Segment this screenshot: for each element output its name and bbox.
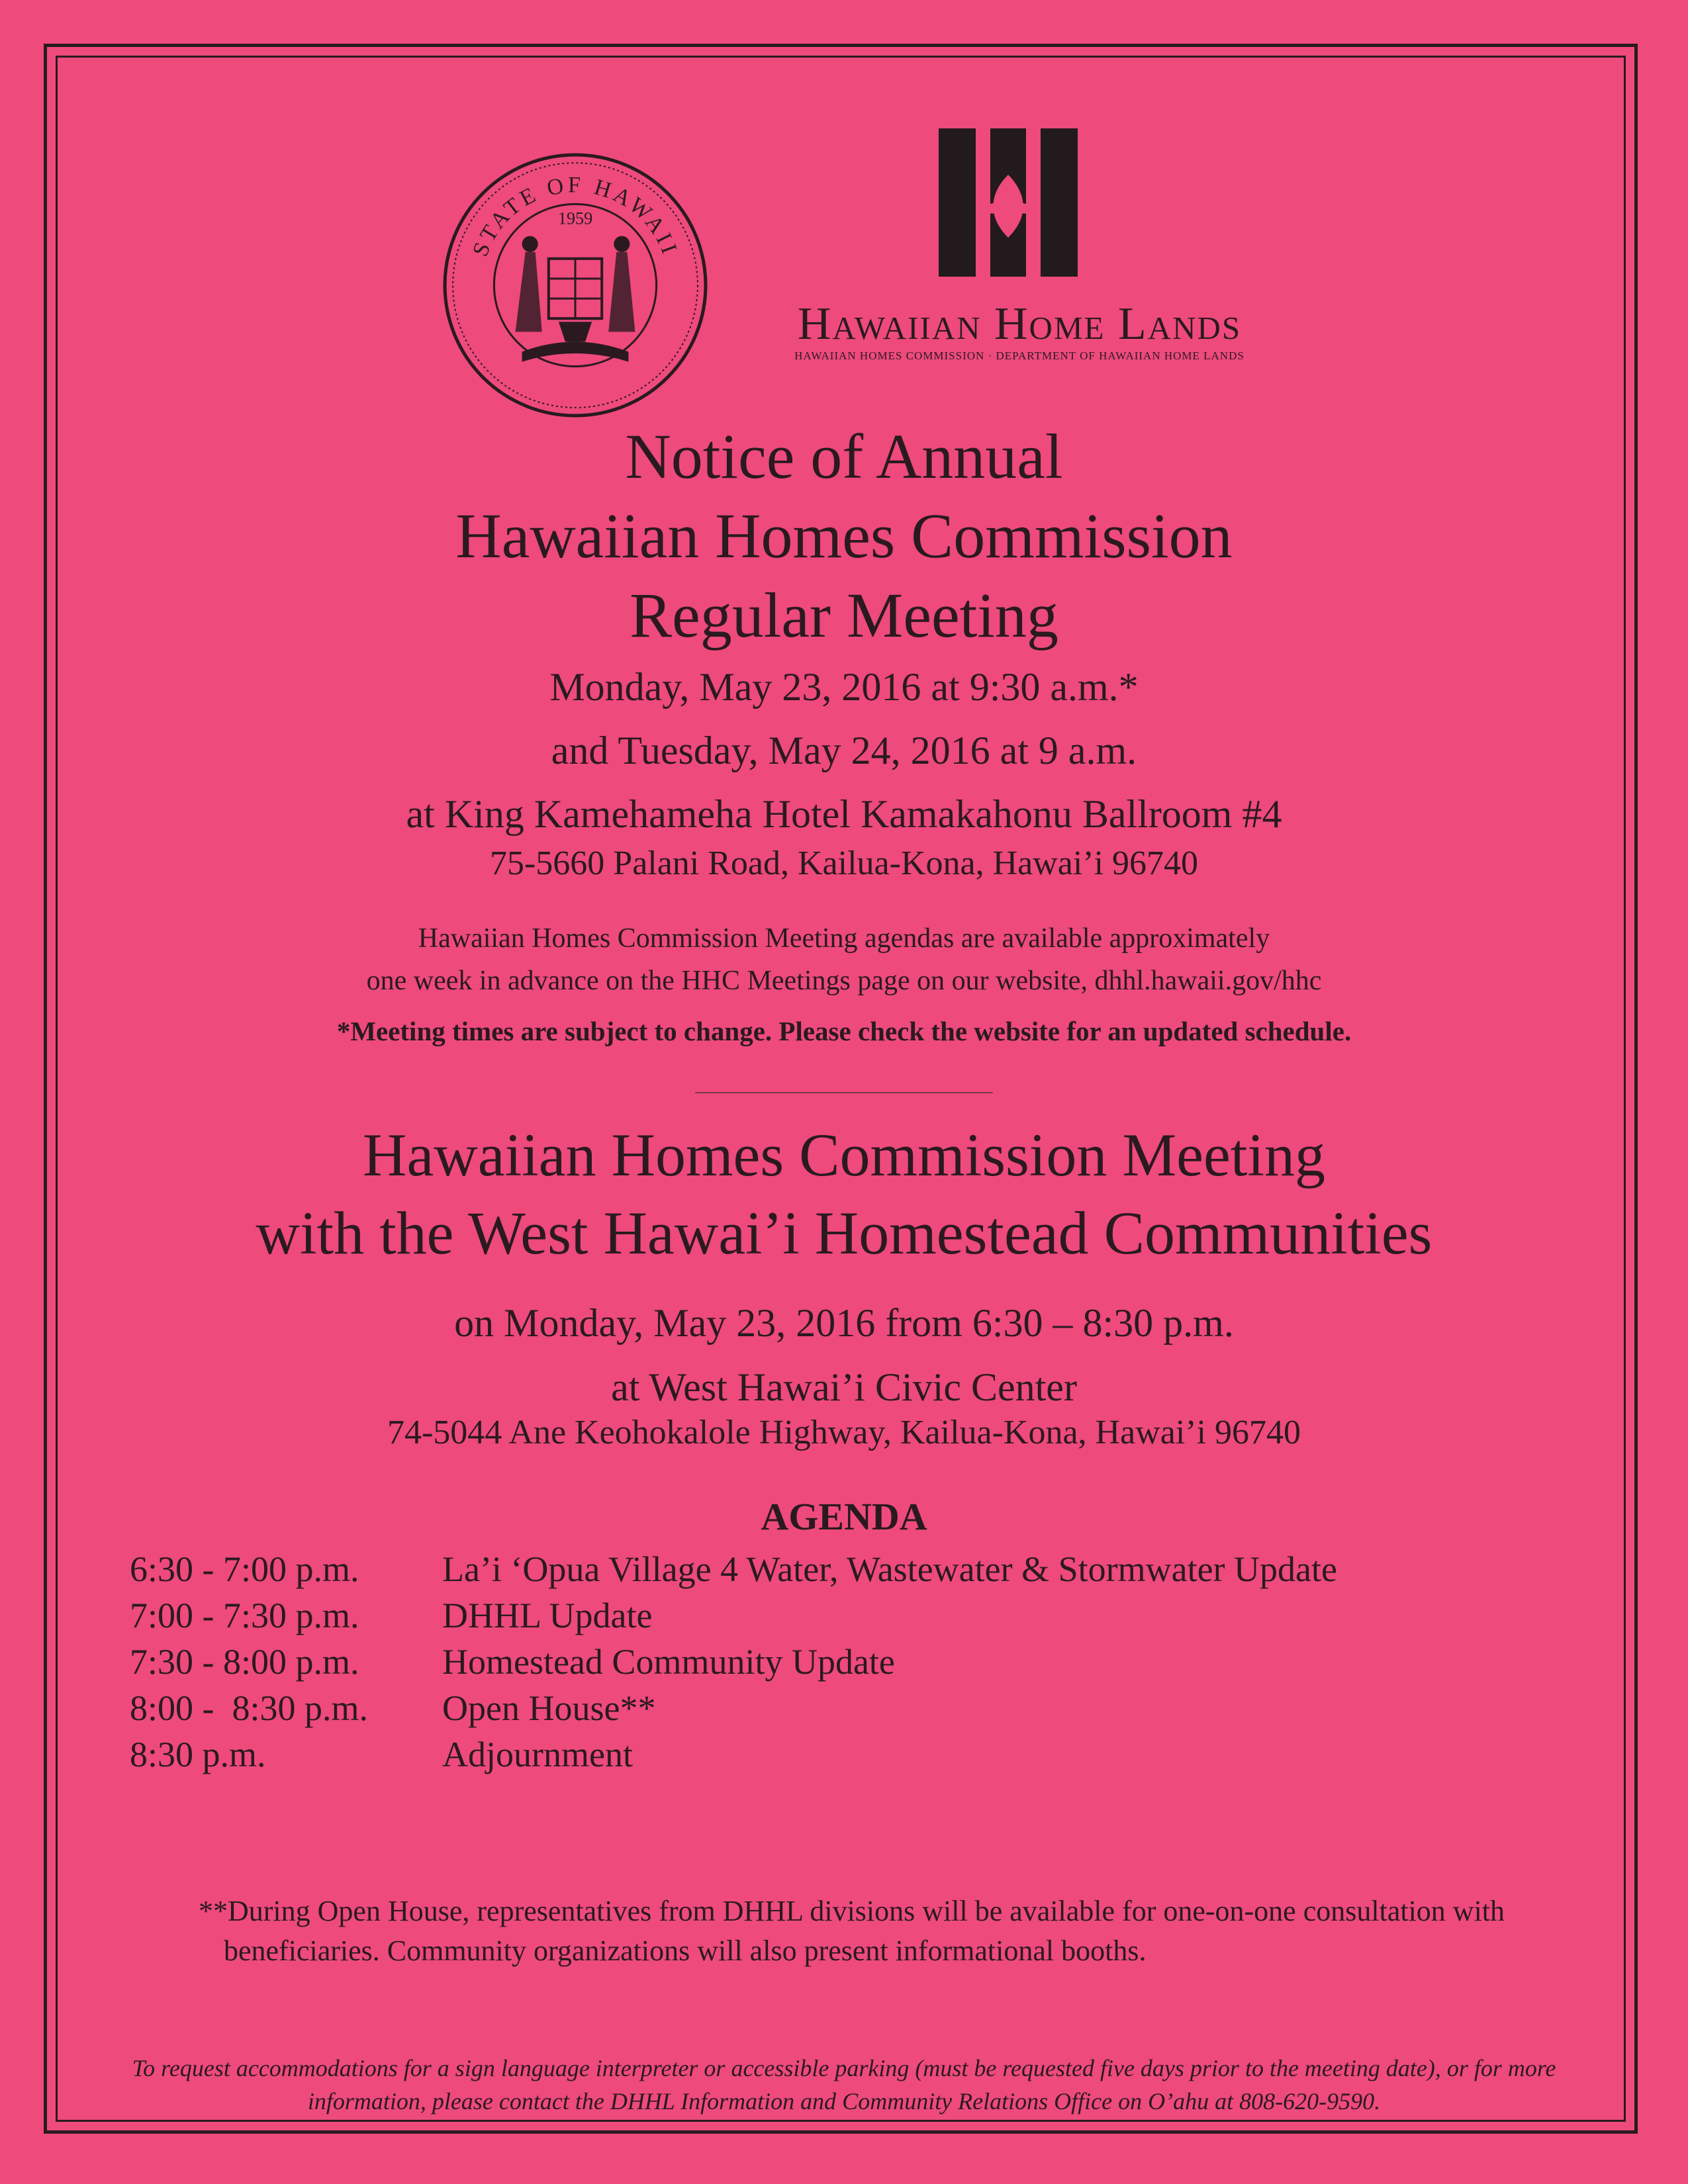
agenda-item: La’i ‘Opua Village 4 Water, Wastewater & Stormwater Update [442, 1549, 1337, 1589]
date-line: and Tuesday, May 24, 2016 at 9 a.m. [551, 729, 1137, 772]
accommodations-note: To request accommodations for a sign language interpreter or accessible parking (must be requested five days prior to the meeting date), or for more information, please contact the DHHL Information and Community Relations Office on O’ahu at 808-620-9590. [132, 2055, 1556, 2115]
agenda-row [130, 1685, 1586, 1731]
agenda-time: 7:30 - 8:00 p.m. [130, 1642, 359, 1682]
agenda-row [130, 1639, 1586, 1685]
community-meeting-address: 74-5044 Ane Keohokalole Highway, Kailua-Kona, Hawai’i 96740 [387, 1414, 1301, 1451]
annual-meeting-dates [60, 655, 1628, 782]
agenda-item: Open House** [442, 1688, 656, 1728]
title-line: Regular Meeting [630, 580, 1058, 651]
community-meeting-location: at West Hawai’i Civic Center [611, 1365, 1077, 1409]
seal-year: 1959 [557, 208, 593, 228]
agenda-time: 8:00 - 8:30 p.m. [130, 1688, 368, 1728]
agenda-item: Homestead Community Update [442, 1642, 895, 1682]
logo-title: Hawaiian Home Lands [797, 298, 1242, 349]
title-line: Hawaiian Homes Commission Meeting [363, 1121, 1325, 1189]
annual-meeting-location: at King Kamehameha Hotel Kamakahonu Ballroom #4 [406, 792, 1282, 836]
open-house-footnote [199, 1891, 1589, 1971]
seal-outer-text: STATE OF HAWAII [468, 173, 682, 260]
agenda-time: 6:30 - 7:00 p.m. [130, 1549, 359, 1589]
footnote-text: **During Open House, representatives from DHHL divisions will be available for one-on-one consultation with beneficiaries. Community organizations will also present informational booths. [199, 1895, 1505, 1967]
agenda-availability-note [60, 917, 1628, 1002]
note-line: Hawaiian Homes Commission Meeting agendas are available approximately [418, 923, 1270, 954]
date-line: Monday, May 23, 2016 at 9:30 a.m.* [549, 665, 1139, 709]
hawaiian-home-lands-logo-icon [939, 128, 1078, 277]
agenda-item: Adjournment [442, 1735, 633, 1774]
agenda-time: 7:00 - 7:30 p.m. [130, 1596, 359, 1635]
agenda-row [130, 1546, 1586, 1592]
title-line: Notice of Annual [625, 421, 1063, 492]
schedule-change-note: *Meeting times are subject to change. Please check the website for an updated schedule. [336, 1016, 1352, 1046]
section-divider [695, 1092, 993, 1093]
annual-meeting-title [60, 417, 1628, 655]
notice-content [60, 60, 1628, 2118]
annual-meeting-address: 75-5660 Palani Road, Kailua-Kona, Hawai’i 96740 [489, 844, 1199, 882]
logo-subtitle: HAWAIIAN HOMES COMMISSION · DEPARTMENT OF HAWAIIAN HOME LANDS [794, 349, 1244, 362]
agenda-time: 8:30 p.m. [130, 1735, 266, 1774]
title-line: with the West Hawai’i Homestead Communities [256, 1199, 1432, 1267]
agenda-row [130, 1592, 1586, 1639]
agenda-heading: AGENDA [761, 1495, 927, 1538]
agenda-row [130, 1731, 1586, 1778]
community-meeting-date: on Monday, May 23, 2016 from 6:30 – 8:30 p.m. [454, 1301, 1234, 1345]
note-line: one week in advance on the HHC Meetings page on our website, dhhl.hawaii.gov/hhc [366, 966, 1322, 996]
title-line: Hawaiian Homes Commission [455, 500, 1233, 571]
state-seal-icon [442, 152, 708, 418]
agenda-list [130, 1546, 1586, 1778]
agenda-item: DHHL Update [442, 1596, 653, 1635]
community-meeting-title [60, 1116, 1628, 1272]
